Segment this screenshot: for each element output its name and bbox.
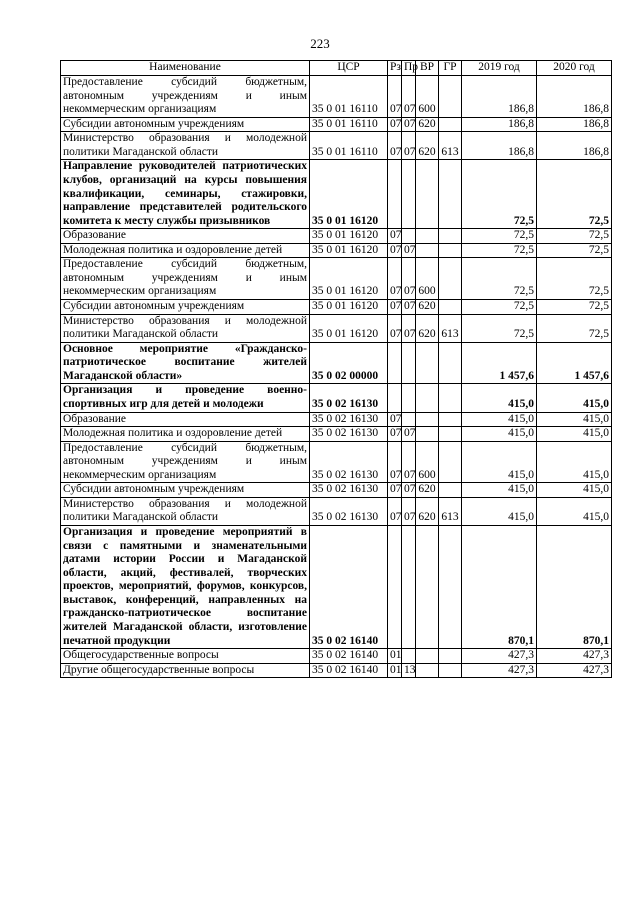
cell-gr	[439, 300, 462, 315]
cell-csr: 35 0 01 16110	[310, 76, 388, 118]
cell-2020: 72,5	[537, 243, 612, 258]
cell-name: Организация и проведение мероприятий в связи с памятными и знаменательными датами истории России и Магаданской области, акций, фестивалей, творческих проектов, мероприятий, форумов, конкурсов, выставок, конференций, направленных на гражданско-патриотическое воспитание жителей Магаданской области, изготовление печатной продукции	[61, 526, 310, 649]
cell-2020: 186,8	[537, 117, 612, 132]
cell-gr	[439, 117, 462, 132]
cell-csr: 35 0 01 16120	[310, 314, 388, 342]
cell-pr: 07	[402, 427, 416, 442]
cell-2019: 72,5	[462, 314, 537, 342]
cell-2019: 415,0	[462, 384, 537, 412]
cell-rz: 07	[388, 412, 402, 427]
cell-pr: 07	[402, 243, 416, 258]
cell-name: Министерство образования и молодежной политики Магаданской области	[61, 132, 310, 160]
table-row	[61, 497, 612, 525]
cell-csr: 35 0 02 16130	[310, 384, 388, 412]
cell-2020: 72,5	[537, 258, 612, 300]
table-row	[61, 132, 612, 160]
cell-2020: 415,0	[537, 497, 612, 525]
cell-name: Направление руководителей патриотических клубов, организаций на курсы повышения квалификации, семинары, стажировки, направление представителей родительского комитета к месту службы призывников	[61, 160, 310, 229]
table-row	[61, 160, 612, 229]
header-csr: ЦСР	[310, 61, 388, 76]
cell-name: Предоставление субсидий бюджетным, автономным учреждениям и иным некоммерческим организациям	[61, 258, 310, 300]
cell-pr	[402, 342, 416, 384]
table-row	[61, 649, 612, 664]
cell-rz	[388, 342, 402, 384]
cell-csr: 35 0 01 16120	[310, 243, 388, 258]
cell-name: Образование	[61, 229, 310, 244]
header-2019: 2019 год	[462, 61, 537, 76]
cell-rz: 07	[388, 483, 402, 498]
cell-vr	[416, 526, 439, 649]
cell-rz: 07	[388, 314, 402, 342]
cell-gr: 613	[439, 132, 462, 160]
table-row	[61, 258, 612, 300]
cell-gr	[439, 160, 462, 229]
cell-csr: 35 0 02 16130	[310, 483, 388, 498]
cell-2019: 1 457,6	[462, 342, 537, 384]
cell-pr: 07	[402, 300, 416, 315]
cell-vr	[416, 384, 439, 412]
cell-gr	[439, 243, 462, 258]
cell-name: Субсидии автономным учреждениям	[61, 300, 310, 315]
cell-2020: 415,0	[537, 441, 612, 483]
cell-csr: 35 0 01 16110	[310, 117, 388, 132]
cell-name: Министерство образования и молодежной политики Магаданской области	[61, 497, 310, 525]
cell-2020: 72,5	[537, 229, 612, 244]
cell-2019: 186,8	[462, 117, 537, 132]
cell-gr	[439, 76, 462, 118]
cell-pr: 07	[402, 117, 416, 132]
cell-csr: 35 0 02 16140	[310, 649, 388, 664]
cell-vr: 600	[416, 258, 439, 300]
page-number: 223	[310, 36, 330, 51]
cell-pr	[402, 384, 416, 412]
cell-name: Молодежная политика и оздоровление детей	[61, 427, 310, 442]
cell-gr	[439, 384, 462, 412]
cell-name: Субсидии автономным учреждениям	[61, 483, 310, 498]
cell-rz: 01	[388, 649, 402, 664]
cell-vr	[416, 663, 439, 678]
budget-table	[60, 60, 612, 678]
header-2020: 2020 год	[537, 61, 612, 76]
cell-2019: 415,0	[462, 497, 537, 525]
cell-gr	[439, 663, 462, 678]
cell-vr: 600	[416, 441, 439, 483]
cell-gr	[439, 342, 462, 384]
table-row	[61, 229, 612, 244]
cell-gr	[439, 412, 462, 427]
cell-vr: 620	[416, 117, 439, 132]
cell-rz: 07	[388, 258, 402, 300]
cell-pr	[402, 229, 416, 244]
cell-2020: 415,0	[537, 384, 612, 412]
cell-2019: 72,5	[462, 229, 537, 244]
cell-rz: 07	[388, 117, 402, 132]
cell-csr: 35 0 02 16130	[310, 427, 388, 442]
table-row	[61, 243, 612, 258]
header-vr: ВР	[416, 61, 439, 76]
header-gr: ГР	[439, 61, 462, 76]
cell-2019: 72,5	[462, 300, 537, 315]
cell-pr: 07	[402, 314, 416, 342]
cell-2019: 415,0	[462, 412, 537, 427]
cell-rz	[388, 526, 402, 649]
cell-name: Образование	[61, 412, 310, 427]
cell-2020: 186,8	[537, 132, 612, 160]
cell-vr: 620	[416, 132, 439, 160]
header-rz: Рз	[388, 61, 402, 76]
cell-vr	[416, 412, 439, 427]
cell-rz: 07	[388, 427, 402, 442]
header-name: Наименование	[61, 61, 310, 76]
cell-csr: 35 0 02 16130	[310, 497, 388, 525]
cell-csr: 35 0 01 16110	[310, 132, 388, 160]
cell-csr: 35 0 01 16120	[310, 229, 388, 244]
table-row	[61, 342, 612, 384]
cell-pr: 07	[402, 441, 416, 483]
cell-vr	[416, 160, 439, 229]
cell-2020: 72,5	[537, 314, 612, 342]
cell-gr	[439, 649, 462, 664]
cell-rz	[388, 160, 402, 229]
cell-rz: 07	[388, 76, 402, 118]
cell-2019: 427,3	[462, 663, 537, 678]
cell-vr: 600	[416, 76, 439, 118]
cell-gr	[439, 258, 462, 300]
cell-pr	[402, 412, 416, 427]
cell-pr	[402, 160, 416, 229]
cell-vr	[416, 229, 439, 244]
cell-gr	[439, 526, 462, 649]
cell-2020: 870,1	[537, 526, 612, 649]
table-row	[61, 441, 612, 483]
cell-csr: 35 0 01 16120	[310, 258, 388, 300]
cell-gr	[439, 441, 462, 483]
table-row	[61, 117, 612, 132]
table-row	[61, 384, 612, 412]
cell-2019: 870,1	[462, 526, 537, 649]
cell-vr: 620	[416, 497, 439, 525]
cell-rz: 07	[388, 441, 402, 483]
cell-pr	[402, 649, 416, 664]
cell-gr	[439, 427, 462, 442]
cell-name: Организация и проведение военно-спортивных игр для детей и молодежи	[61, 384, 310, 412]
cell-2019: 186,8	[462, 76, 537, 118]
table-row	[61, 427, 612, 442]
cell-csr: 35 0 02 16130	[310, 412, 388, 427]
table-row	[61, 483, 612, 498]
cell-name: Молодежная политика и оздоровление детей	[61, 243, 310, 258]
cell-rz: 07	[388, 300, 402, 315]
cell-gr	[439, 483, 462, 498]
cell-2019: 72,5	[462, 160, 537, 229]
cell-2019: 415,0	[462, 483, 537, 498]
cell-2020: 415,0	[537, 412, 612, 427]
cell-name: Основное мероприятие «Гражданско-патриотическое воспитание жителей Магаданской области»	[61, 342, 310, 384]
cell-pr: 07	[402, 132, 416, 160]
cell-csr: 35 0 02 16130	[310, 441, 388, 483]
cell-name: Предоставление субсидий бюджетным, автономным учреждениям и иным некоммерческим организациям	[61, 76, 310, 118]
cell-2019: 427,3	[462, 649, 537, 664]
cell-vr	[416, 342, 439, 384]
cell-pr: 07	[402, 76, 416, 118]
cell-rz	[388, 384, 402, 412]
cell-rz: 07	[388, 497, 402, 525]
cell-2020: 427,3	[537, 663, 612, 678]
cell-vr: 620	[416, 483, 439, 498]
cell-gr	[439, 229, 462, 244]
cell-pr	[402, 526, 416, 649]
cell-2019: 186,8	[462, 132, 537, 160]
cell-vr	[416, 649, 439, 664]
cell-name: Другие общегосударственные вопросы	[61, 663, 310, 678]
cell-2020: 415,0	[537, 427, 612, 442]
cell-2019: 415,0	[462, 427, 537, 442]
cell-2020: 415,0	[537, 483, 612, 498]
cell-csr: 35 0 02 00000	[310, 342, 388, 384]
cell-csr: 35 0 01 16120	[310, 160, 388, 229]
cell-2019: 415,0	[462, 441, 537, 483]
cell-rz: 07	[388, 229, 402, 244]
cell-gr: 613	[439, 314, 462, 342]
cell-2020: 427,3	[537, 649, 612, 664]
cell-rz: 07	[388, 132, 402, 160]
cell-vr	[416, 427, 439, 442]
cell-name: Предоставление субсидий бюджетным, автономным учреждениям и иным некоммерческим организациям	[61, 441, 310, 483]
cell-2020: 72,5	[537, 160, 612, 229]
cell-rz: 01	[388, 663, 402, 678]
cell-name: Субсидии автономным учреждениям	[61, 117, 310, 132]
cell-csr: 35 0 02 16140	[310, 663, 388, 678]
cell-2020: 72,5	[537, 300, 612, 315]
cell-2019: 72,5	[462, 258, 537, 300]
cell-csr: 35 0 02 16140	[310, 526, 388, 649]
cell-pr: 07	[402, 483, 416, 498]
cell-2020: 1 457,6	[537, 342, 612, 384]
cell-pr: 13	[402, 663, 416, 678]
cell-pr: 07	[402, 497, 416, 525]
cell-name: Общегосударственные вопросы	[61, 649, 310, 664]
cell-2019: 72,5	[462, 243, 537, 258]
cell-vr: 620	[416, 314, 439, 342]
cell-gr: 613	[439, 497, 462, 525]
cell-2020: 186,8	[537, 76, 612, 118]
cell-pr: 07	[402, 258, 416, 300]
cell-csr: 35 0 01 16120	[310, 300, 388, 315]
table-body	[61, 76, 612, 678]
table-row	[61, 663, 612, 678]
cell-rz: 07	[388, 243, 402, 258]
header-row	[61, 61, 612, 76]
table-row	[61, 412, 612, 427]
cell-vr	[416, 243, 439, 258]
header-pr: Пр	[402, 61, 416, 76]
table-row	[61, 526, 612, 649]
table-row	[61, 314, 612, 342]
cell-vr: 620	[416, 300, 439, 315]
table-row	[61, 76, 612, 118]
cell-name: Министерство образования и молодежной политики Магаданской области	[61, 314, 310, 342]
table-row	[61, 300, 612, 315]
